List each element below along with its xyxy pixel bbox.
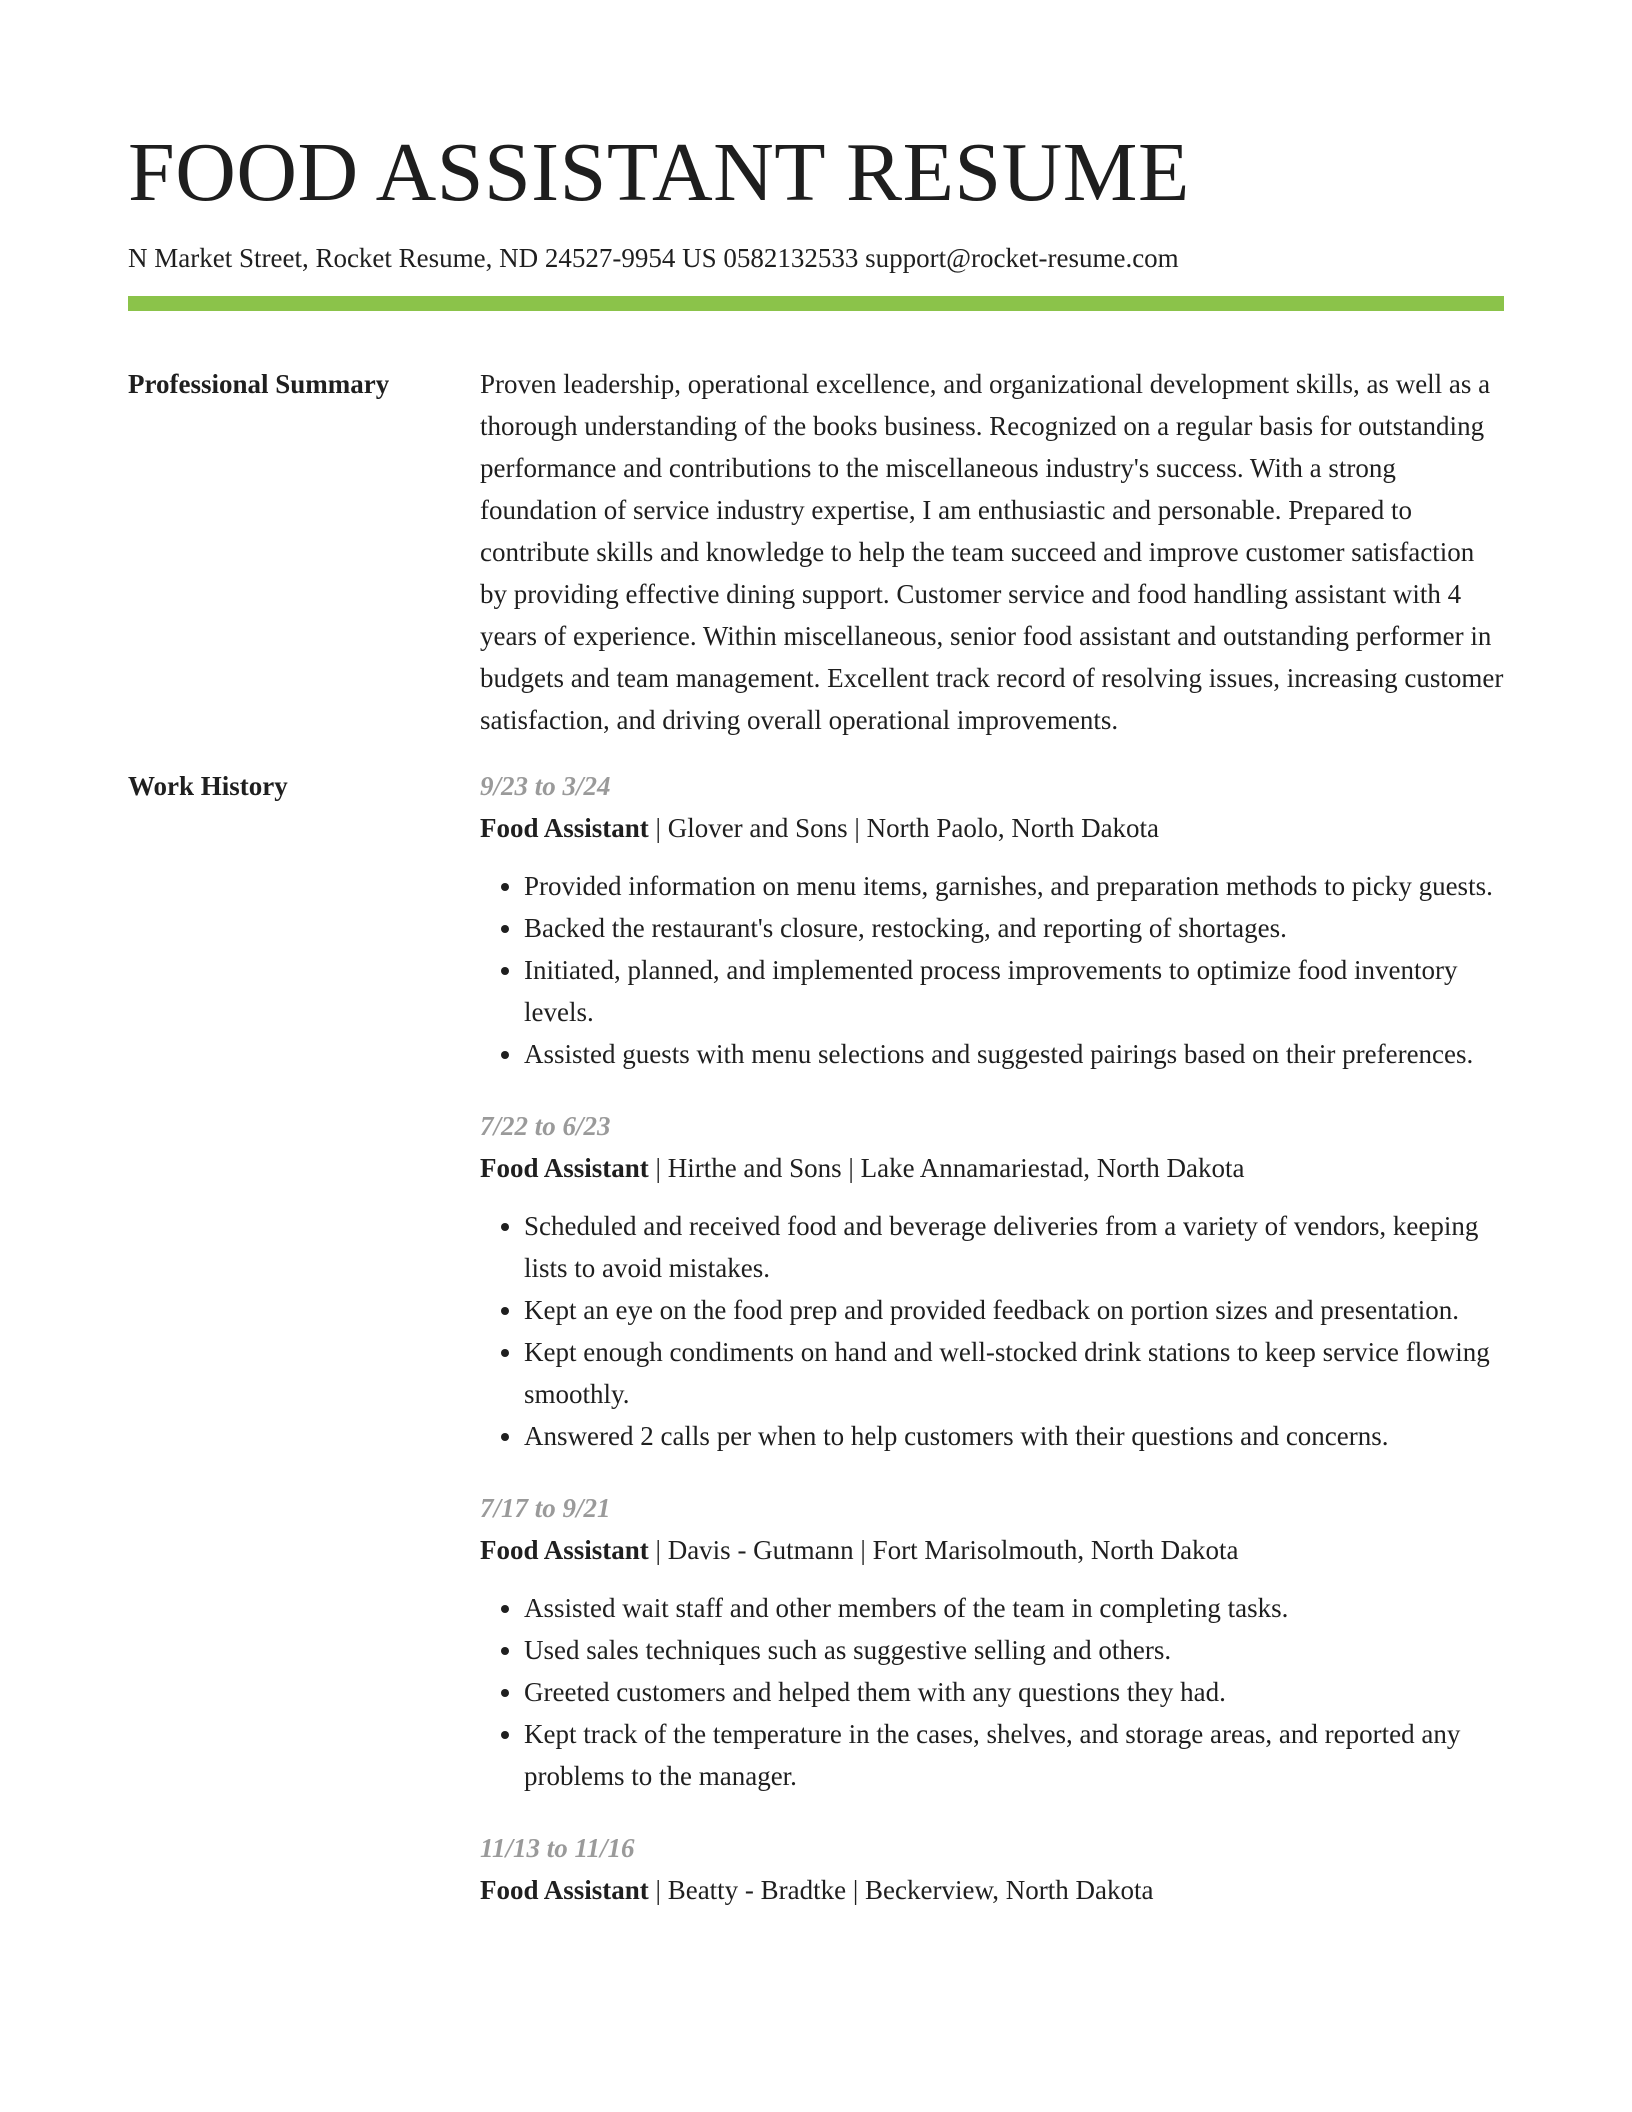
job-bullet: • Assisted guests with menu selections and suggested pairings based on their preferences. bbox=[524, 1033, 1504, 1075]
work-history-body bbox=[480, 765, 1504, 1941]
job-title-line bbox=[480, 1869, 1504, 1911]
job-title-line bbox=[480, 1529, 1504, 1571]
job-employer-location: | Davis - Gutmann | Fort Marisolmouth, North Dakota bbox=[648, 1535, 1239, 1565]
job-bullet: • Initiated, planned, and implemented process improvements to optimize food inventory levels. bbox=[524, 949, 1504, 1033]
job-employer-location: | Beatty - Bradtke | Beckerview, North Dakota bbox=[648, 1875, 1154, 1905]
job-bullet: • Greeted customers and helped them with any questions they had. bbox=[524, 1671, 1504, 1713]
resume-title: FOOD ASSISTANT RESUME bbox=[128, 126, 1190, 219]
job-entry bbox=[480, 1827, 1504, 1911]
job-role: Food Assistant bbox=[480, 1535, 649, 1565]
job-bullet: • Kept track of the temperature in the cases, shelves, and storage areas, and reported any problems to the manager. bbox=[524, 1713, 1504, 1797]
header-divider bbox=[128, 296, 1504, 311]
job-employer-location: | Hirthe and Sons | Lake Annamariestad, North Dakota bbox=[648, 1153, 1245, 1183]
job-bullet: • Kept an eye on the food prep and provided feedback on portion sizes and presentation. bbox=[524, 1289, 1504, 1331]
job-bullets bbox=[480, 1587, 1504, 1797]
job-entry bbox=[480, 1105, 1504, 1457]
job-bullet: • Backed the restaurant's closure, restocking, and reporting of shortages. bbox=[524, 907, 1504, 949]
job-entry bbox=[480, 1487, 1504, 1797]
job-role: Food Assistant bbox=[480, 813, 649, 843]
job-dates: 9/23 to 3/24 bbox=[480, 771, 611, 801]
job-role: Food Assistant bbox=[480, 1153, 649, 1183]
work-history-section bbox=[128, 765, 1504, 1941]
job-bullets bbox=[480, 865, 1504, 1075]
job-role: Food Assistant bbox=[480, 1875, 649, 1905]
job-entry bbox=[480, 765, 1504, 1075]
job-bullet: • Answered 2 calls per when to help customers with their questions and concerns. bbox=[524, 1415, 1504, 1457]
job-title-line bbox=[480, 807, 1504, 849]
job-bullet: • Scheduled and received food and beverage deliveries from a variety of vendors, keeping lists to avoid mistakes. bbox=[524, 1205, 1504, 1289]
contact-line: N Market Street, Rocket Resume, ND 24527-9954 US 0582132533 support@rocket-resume.com bbox=[128, 243, 1179, 273]
job-employer-location: | Glover and Sons | North Paolo, North Dakota bbox=[648, 813, 1160, 843]
job-bullet: • Provided information on menu items, garnishes, and preparation methods to picky guests. bbox=[524, 865, 1504, 907]
summary-text: Proven leadership, operational excellence, and organizational development skills, as well as a thorough understanding of the books business. Recognized on a regular basis for outstanding performance and contributions to the miscellaneous industry's success. With a strong foundation of service industry expertise, I am enthusiastic and personable. Prepared to contribute skills and knowledge to help the team succeed and improve customer satisfaction by providing effective dining support. Customer service and food handling assistant with 4 years of experience. Within miscellaneous, senior food assistant and outstanding performer in budgets and team management. Excellent track record of resolving issues, increasing customer satisfaction, and driving overall operational improvements. bbox=[480, 369, 1504, 735]
resume-page bbox=[128, 0, 1504, 1941]
job-dates: 7/17 to 9/21 bbox=[480, 1493, 611, 1523]
job-title-line bbox=[480, 1147, 1504, 1189]
job-bullet: • Assisted wait staff and other members of the team in completing tasks. bbox=[524, 1587, 1504, 1629]
job-bullets bbox=[480, 1205, 1504, 1457]
summary-body bbox=[480, 363, 1504, 741]
job-dates: 7/22 to 6/23 bbox=[480, 1111, 611, 1141]
summary-section bbox=[128, 363, 1504, 741]
job-bullet: • Used sales techniques such as suggestive selling and others. bbox=[524, 1629, 1504, 1671]
work-history-heading: Work History bbox=[128, 771, 288, 801]
job-bullet: • Kept enough condiments on hand and well-stocked drink stations to keep service flowing smoothly. bbox=[524, 1331, 1504, 1415]
job-dates: 11/13 to 11/16 bbox=[480, 1833, 635, 1863]
summary-heading: Professional Summary bbox=[128, 369, 390, 399]
